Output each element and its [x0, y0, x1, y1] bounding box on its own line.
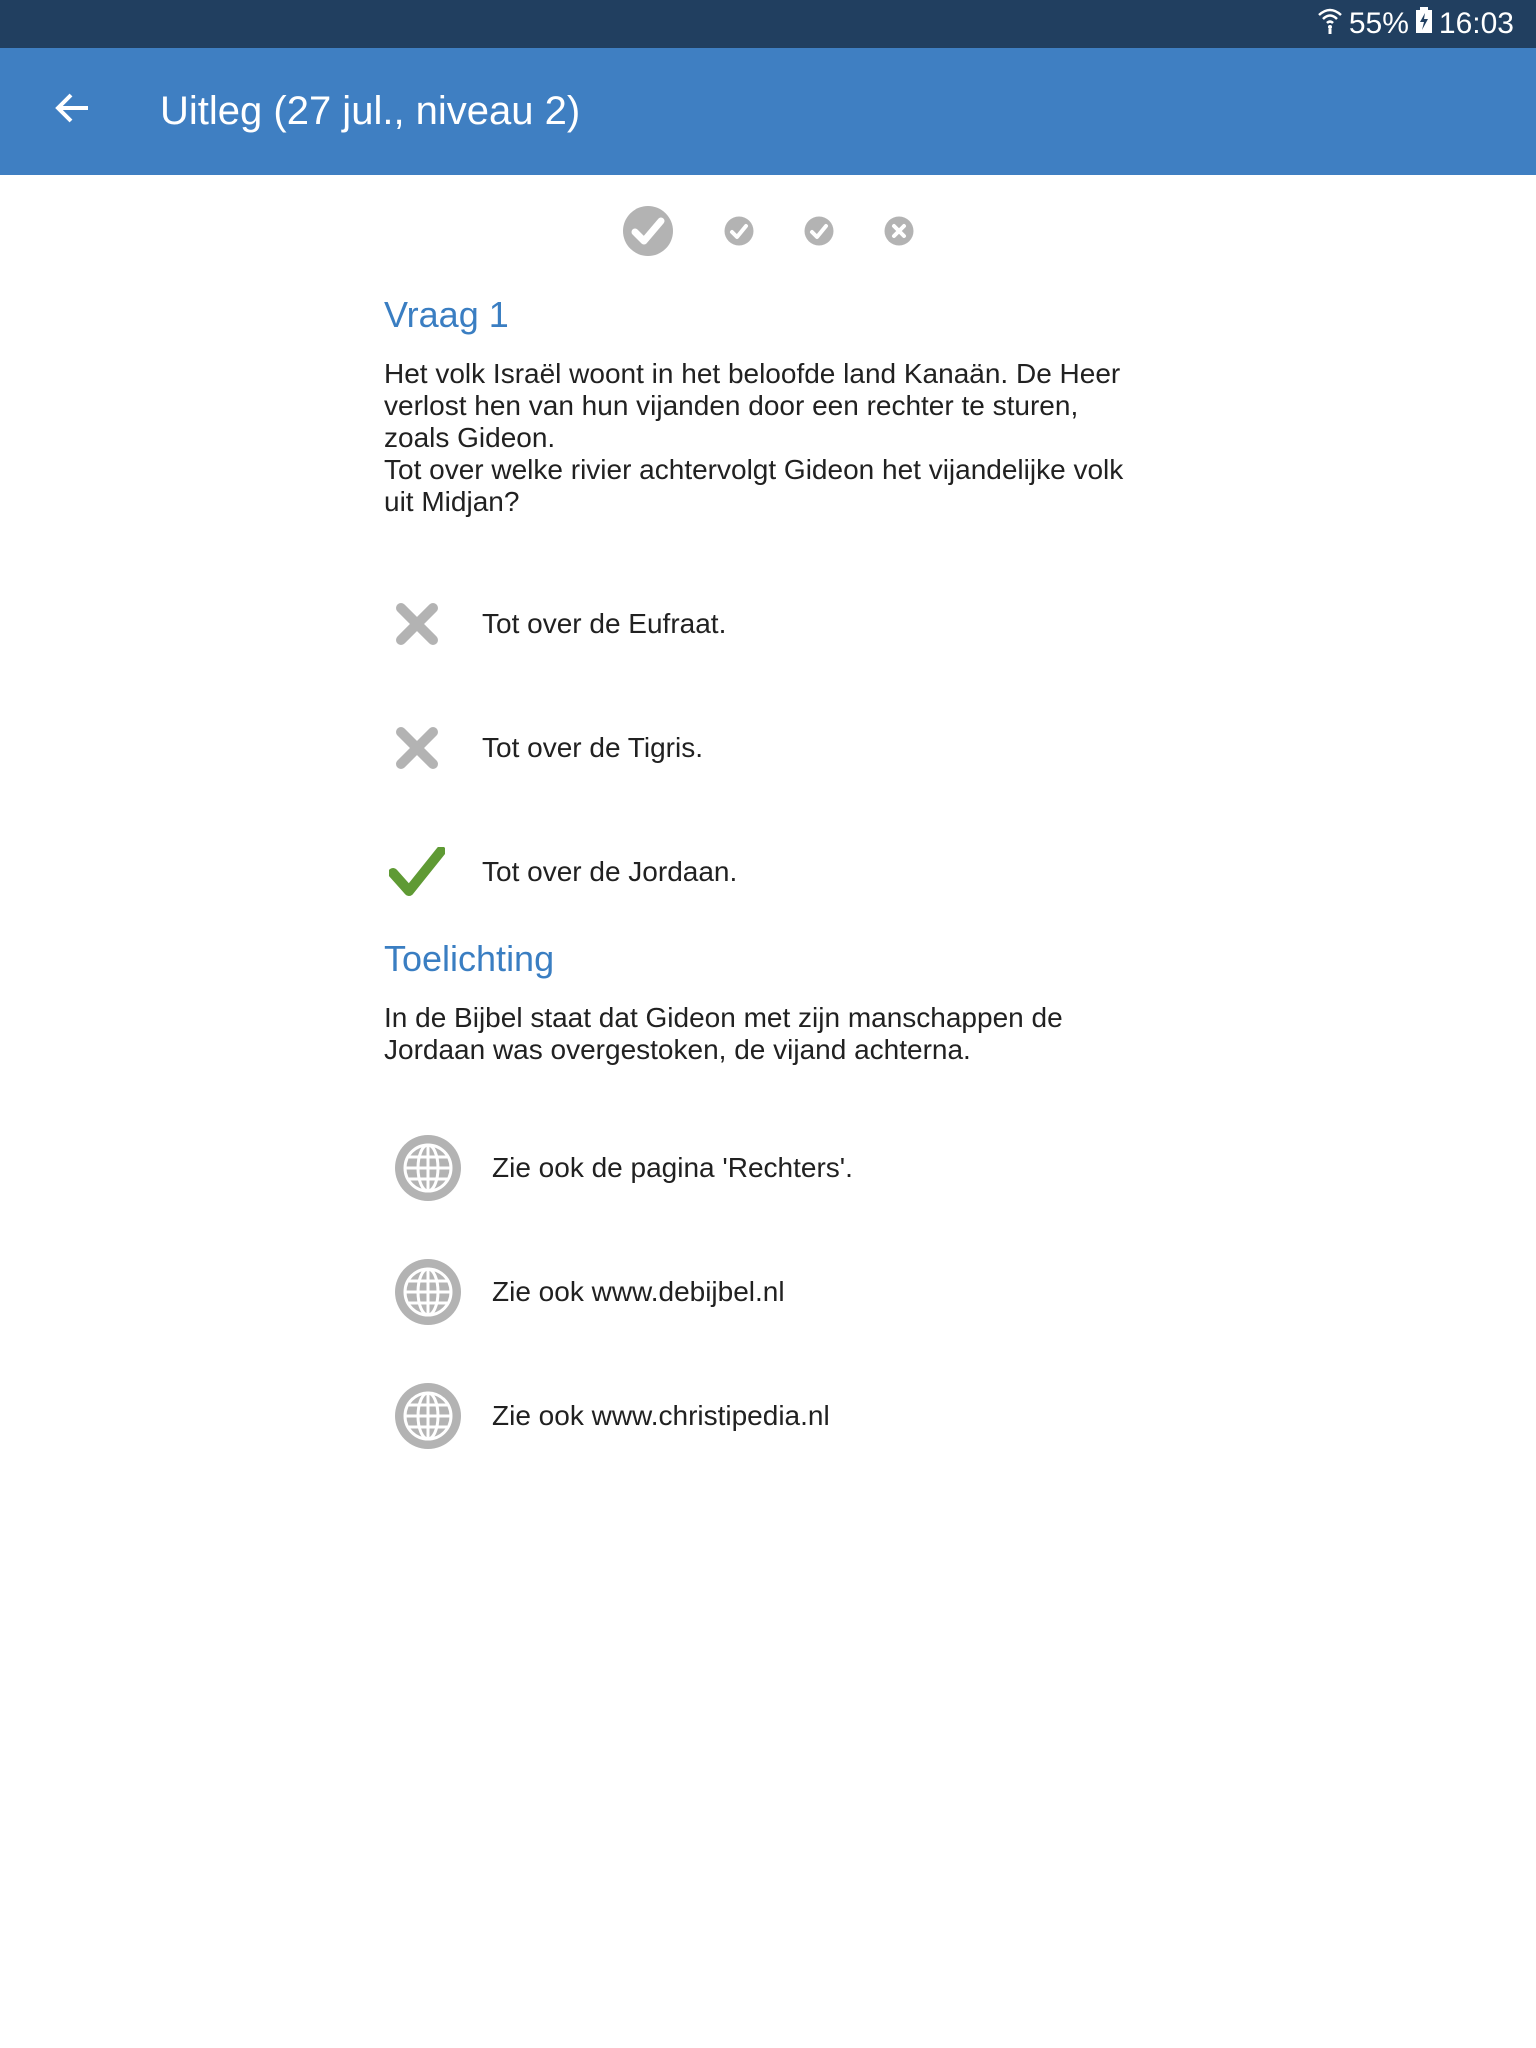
x-mark-icon [384, 715, 450, 781]
link-item[interactable] [384, 1106, 1144, 1230]
app-bar [0, 48, 1536, 175]
battery-percentage: 55% [1348, 7, 1409, 40]
link-label: Zie ook www.christipedia.nl [492, 1400, 830, 1431]
answer-label: Tot over de Tigris. [482, 732, 703, 763]
question-heading: Vraag 1 [384, 294, 509, 335]
progress-dot-1[interactable] [622, 205, 674, 257]
answer-label: Tot over de Jordaan. [482, 856, 738, 887]
progress-dot-3[interactable] [804, 216, 834, 246]
check-mark-icon [384, 839, 450, 905]
globe-icon [394, 1382, 462, 1450]
progress-dot-2[interactable] [724, 216, 754, 246]
question-text [384, 358, 1144, 518]
arrow-left-icon [52, 88, 92, 133]
page-title: Uitleg (27 jul., niveau 2) [160, 89, 581, 133]
main-content [384, 290, 1144, 1478]
link-label: Zie ook de pagina 'Rechters'. [492, 1152, 853, 1183]
wifi-icon [1317, 5, 1343, 43]
globe-icon [394, 1258, 462, 1326]
status-right [1317, 0, 1514, 48]
answer-list [384, 562, 1144, 934]
check-circle-icon [804, 216, 834, 246]
status-bar [0, 0, 1536, 48]
question-progress [0, 205, 1536, 257]
answer-option[interactable] [384, 810, 1144, 934]
question-line-1: Het volk Israël woont in het beloofde land Kanaän. De Heer verlost hen van hun vijanden door een rechter te sturen, zoals Gideon. [384, 358, 1121, 453]
check-circle-icon [724, 216, 754, 246]
explanation-text: In de Bijbel staat dat Gideon met zijn manschappen de Jordaan was overgestoken, de vijand achterna. [384, 1002, 1063, 1065]
explanation-heading: Toelichting [384, 938, 555, 979]
link-label: Zie ook www.debijbel.nl [492, 1276, 785, 1307]
battery-charging-icon [1415, 6, 1433, 42]
link-list [384, 1106, 1144, 1478]
progress-dot-4[interactable] [884, 216, 914, 246]
link-item[interactable] [384, 1354, 1144, 1478]
globe-icon [394, 1134, 462, 1202]
check-circle-icon [622, 205, 674, 257]
x-circle-icon [884, 216, 914, 246]
clock: 16:03 [1438, 7, 1514, 40]
x-mark-icon [384, 591, 450, 657]
answer-label: Tot over de Eufraat. [482, 608, 727, 639]
answer-option[interactable] [384, 562, 1144, 686]
answer-option[interactable] [384, 686, 1144, 810]
back-button[interactable] [30, 68, 114, 152]
link-item[interactable] [384, 1230, 1144, 1354]
question-line-2: Tot over welke rivier achtervolgt Gideon het vijandelijke volk uit Midjan? [384, 454, 1124, 517]
